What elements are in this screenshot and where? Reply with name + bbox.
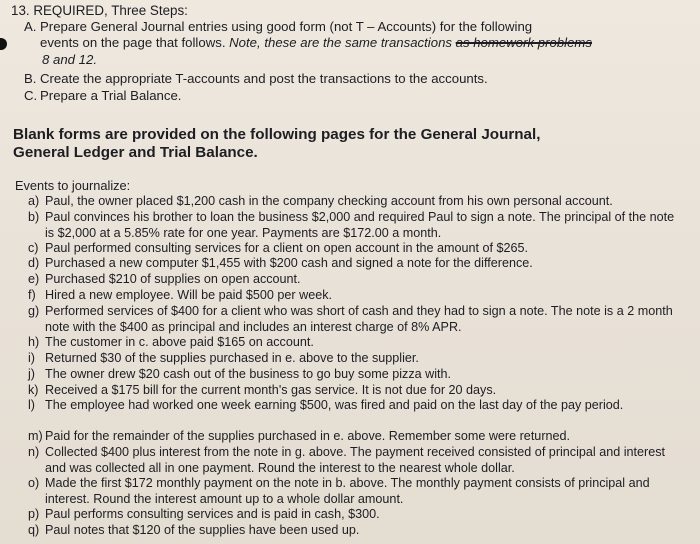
event-n: n) Collected $400 plus interest from the note in g. above. The payment received consisted of principal and interest and was collected all in one payment. Round the interest to the nearest whole dollar. — [28, 445, 666, 475]
requirement-b — [24, 71, 488, 87]
requirement-a-line2-normal: events on the page that follows. — [40, 35, 226, 50]
requirement-a-label: A. — [24, 19, 37, 34]
event-e: e) Purchased $210 of supplies on open account. — [28, 272, 301, 286]
notice-line1: Blank forms are provided on the following pages for the General Journal, — [13, 126, 541, 143]
event-h: h) The customer in c. above paid $165 on account. — [28, 335, 314, 349]
event-g: g) Performed services of $400 for a client who was short of cash and they had to sign a note. The note is a 2 month note with the $400 as principal and includes an interest charge of 8% APR. — [28, 304, 673, 334]
requirement-a-line2 — [24, 35, 592, 51]
event-o: o) Made the first $172 monthly payment on the note in b. above. The monthly payment consists of principal and interest. Round the interest amount up to a whole dollar amount. — [28, 476, 650, 506]
event-f: f) Hired a new employee. Will be paid $500 per week. — [28, 288, 333, 302]
event-k: k) Received a $175 bill for the current month's gas service. It is not due for 20 days. — [28, 383, 497, 397]
events-title: Events to journalize: — [15, 178, 131, 193]
notice-line2: General Ledger and Trial Balance. — [13, 144, 258, 161]
event-d: d) Purchased a new computer $1,455 with $200 cash and signed a note for the difference. — [28, 256, 533, 270]
event-i: i) Returned $30 of the supplies purchased in e. above to the supplier. — [28, 351, 419, 365]
event-p: p) Paul performs consulting services and is paid in cash, $300. — [28, 507, 380, 521]
event-c: c) Paul performed consulting services for a client on open account in the amount of $265. — [28, 241, 529, 255]
problem-header: 13. REQUIRED, Three Steps: — [11, 3, 188, 18]
event-a: a) Paul, the owner placed $1,200 cash in the company checking account from his own personal account. — [28, 194, 613, 208]
requirement-b-label: B. — [24, 71, 37, 86]
requirement-c-label: C. — [24, 88, 38, 103]
event-q: q) Paul notes that $120 of the supplies have been used up. — [28, 523, 360, 537]
event-l: l) The employee had worked one week earning $500, was fired and paid on the last day of the pay period. — [28, 398, 624, 412]
requirement-c-text: Prepare a Trial Balance. — [40, 88, 182, 103]
requirement-a-struck-text: as homework problems — [455, 35, 592, 50]
requirement-a-line3: 8 and 12. — [42, 52, 97, 67]
requirement-b-text: Create the appropriate T-accounts and post the transactions to the accounts. — [40, 71, 488, 86]
requirement-a — [24, 19, 532, 35]
requirement-c — [24, 88, 181, 104]
event-b: b) Paul convinces his brother to loan the business $2,000 and required Paul to sign a note. The principal of the note is $2,000 at a 5.85% rate for one year. Payments are $172.00 a month. — [28, 210, 675, 240]
requirement-a-line1: Prepare General Journal entries using good form (not T – Accounts) for the following — [40, 19, 533, 34]
requirement-a-note: Note, these are the same transactions — [229, 35, 452, 50]
event-j: j) The owner drew $20 cash out of the business to go buy some pizza with. — [28, 367, 452, 381]
bullet-mark — [0, 38, 7, 50]
event-m: m) Paid for the remainder of the supplies purchased in e. above. Remember some were returned. — [28, 429, 571, 443]
